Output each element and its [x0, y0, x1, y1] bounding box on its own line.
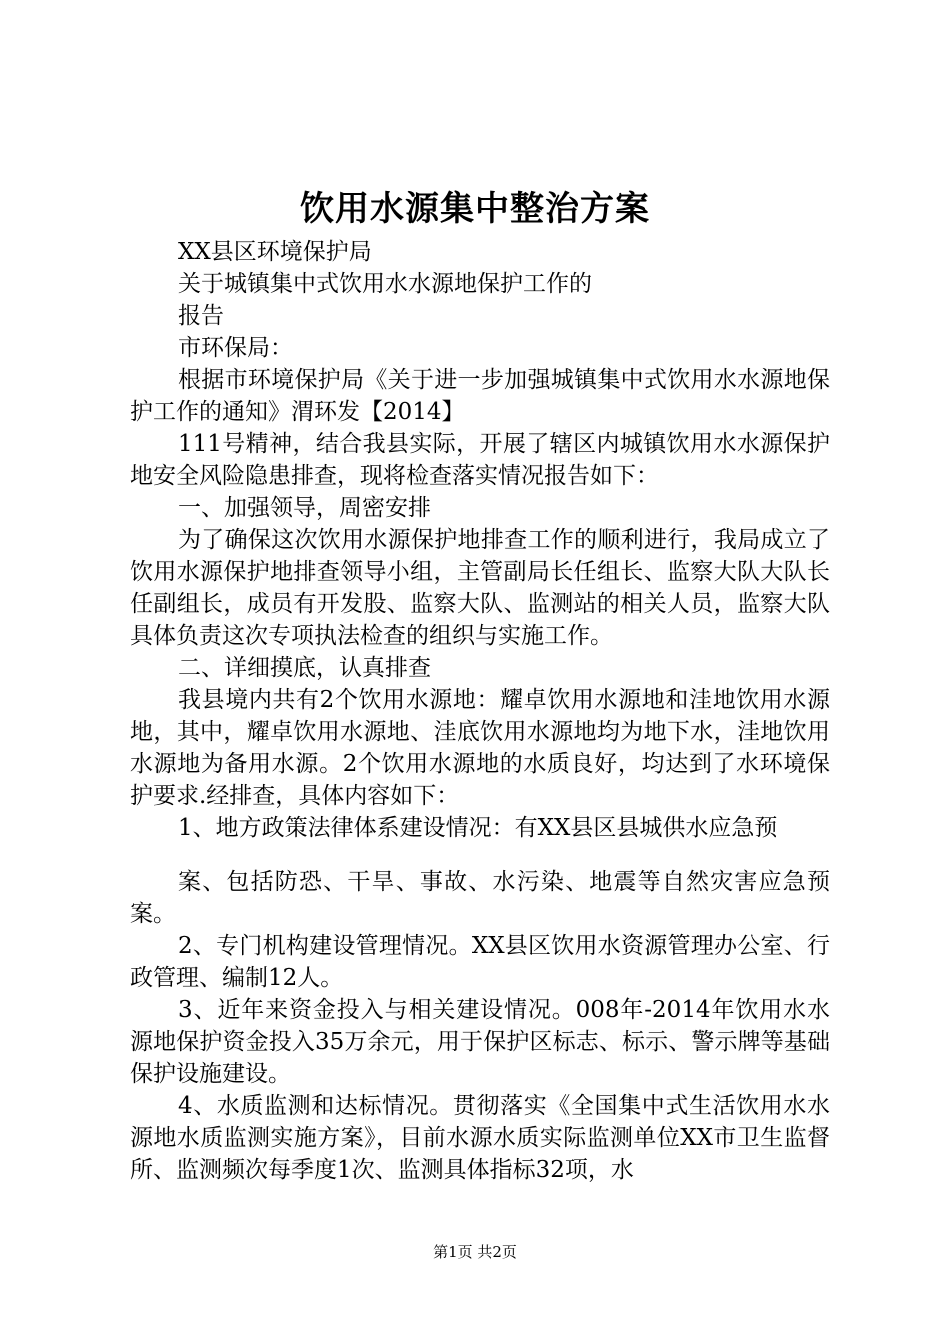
paragraph-item-4: 4、水质监测和达标情况。贯彻落实《全国集中式生活饮用水水源地水质监测实施方案》，目前水源水质实际监测单位XX市卫生监督所、监测频次每季度1次、监测具体指标32项，水 [130, 1093, 830, 1183]
paragraph-item-2: 2、专门机构建设管理情况。XX县区饮用水资源管理办公室、行政管理、编制12人。 [130, 933, 830, 991]
paragraph-spirit: 111号精神，结合我县实际，开展了辖区内城镇饮用水水源保护地安全风险隐患排查，现将检查落实情况报告如下： [130, 431, 830, 489]
paragraph-report-label: 报告 [178, 303, 224, 329]
paragraph-issuer: XX县区环境保护局 [178, 239, 372, 265]
document-title: 饮用水源集中整治方案 [300, 189, 650, 229]
paragraph-leadership: 为了确保这次饮用水源保护地排查工作的顺利进行，我局成立了饮用水源保护地排查领导小组，主管副局长任组长、监察大队大队长任副组长，成员有开发股、监察大队、监测站的相关人员，监察大队具体负责这次专项执法检查的组织与实施工作。 [130, 527, 830, 649]
paragraph-item-1-continued: 案、包括防恐、干旱、事故、水污染、地震等自然灾害应急预案。 [130, 869, 830, 927]
paragraph-item-3: 3、近年来资金投入与相关建设情况。008年-2014年饮用水水源地保护资金投入35万余元，用于保护区标志、标示、警示牌等基础保护设施建设。 [130, 997, 830, 1087]
paragraph-recipient: 市环保局： [178, 335, 293, 361]
page-footer: 第1页 共2页 [433, 1243, 517, 1261]
paragraph-subject: 关于城镇集中式饮用水水源地保护工作的 [178, 271, 592, 297]
document-body [130, 236, 830, 1186]
section-heading-2: 二、详细摸底，认真排查 [178, 655, 431, 681]
paragraph-water-sources: 我县境内共有2个饮用水源地：耀卓饮用水源地和洼地饮用水源地，其中，耀卓饮用水源地、洼底饮用水源地均为地下水，洼地饮用水源地为备用水源。2个饮用水源地的水质良好，均达到了水环境保护要求.经排查，具体内容如下： [130, 687, 830, 809]
paragraph-basis: 根据市环境保护局《关于进一步加强城镇集中式饮用水水源地保护工作的通知》渭环发【2014】 [130, 367, 830, 425]
section-heading-1: 一、加强领导，周密安排 [178, 495, 431, 521]
paragraph-item-1: 1、地方政策法律体系建设情况：有XX县区县城供水应急预 [178, 815, 778, 841]
